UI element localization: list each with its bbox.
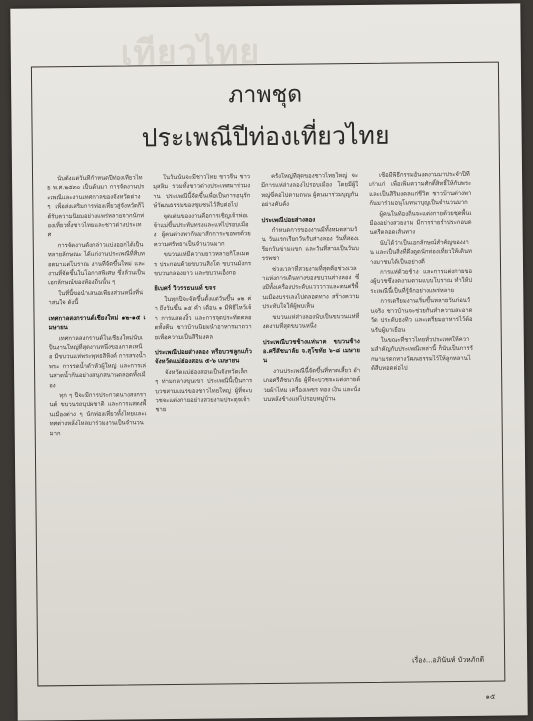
section-heading: ประเพณีบวชช้างแห่นาค ขบวนช้าง อ.ศรีสัชนาลัย จ.สุโขทัย ๖-๘ เมษายน <box>262 337 360 365</box>
title-line-2: ประเพณีปีท่องเที่ยวไทย <box>141 120 390 153</box>
paragraph: จังหวัดแม่ฮ่องสอนเป็นจังหวัดเล็ก ๆ ท่ามกลางขุนเขา ประเพณีนี้เป็นการบวชสามเณรของชาวไทยใหญ่ ผู้ที่จะบวชจะแต่งกายอย่างสวยงามประดุจเจ้าชาย <box>155 368 253 414</box>
section-heading: ธิเบศร์ วิวรรธนนท์ ขจร <box>154 285 216 293</box>
paragraph: ในทุกปีจะจัดขึ้นตั้งแต่วันขึ้น ๑๒ ค่ำ ถึงวันขึ้น ๑๕ ค่ำ เดือน ๑ มีพิธีไหว้เจ้า การแสดงงิ้ว และการจุดประทัดตลอดทั้งคืน ชาวบ้านนิยมนำอาหารมาถวายเพื่อความเป็นสิริมงคล <box>154 296 252 341</box>
section-heading: เทศกาลสงกรานต์เชียงใหม่ ๑๒-๑๕ เมษายน <box>48 313 146 332</box>
paragraph: ในที่นี้ขอนำเสนอเพียงส่วนหนึ่งที่น่าสนใจ ดังนี้ <box>48 290 144 307</box>
paragraph: การเตรียมงานเริ่มขึ้นหลายวันก่อนวันจริง ชาวบ้านจะช่วยกันทำความสะอาดวัด ประดับธงทิว และเตรียมอาหารไว้ต้อนรับผู้มาเยือน <box>370 298 473 334</box>
text-column-2 <box>153 173 255 679</box>
title-line-1: ภาพชุด <box>228 81 303 109</box>
title-area <box>32 63 499 178</box>
paragraph: นับตั้งแต่วันที่กำหนดปีท่องเที่ยวไทย พ.ศ.๒๕๓๐ เป็นต้นมา การจัดงานประเพณีและงานเทศกาลของจังหวัดต่าง ๆ เพื่อส่งเสริมการท่องเที่ยวสู่จังหวัดก็ได้รับความนิยมอย่างแพร่หลายจากนักท่องเที่ยวทั้งชาวไทยและชาวต่างประเทศ <box>47 175 145 239</box>
paragraph: งานประเพณีนี้จัดขึ้นที่หาดเสี้ยว อำเภอศรีสัชนาลัย ผู้ที่จะบวชจะแต่งกายด้วยผ้าไหม เครื่องเพชร ทอง เงิน และนั่งบนหลังช้างแห่ไปรอบหมู่บ้าน <box>263 367 361 403</box>
article-frame <box>31 62 505 687</box>
text-column-1 <box>47 174 149 680</box>
paragraph: นับได้ว่าเป็นเอกลักษณ์สำคัญของงาน และเป็นสิ่งที่ดึงดูดนักท่องเที่ยวให้เดินทางมาชมได้เป็นอย่างดี <box>369 239 472 266</box>
bleed-through-text: เทียวไทย <box>120 32 261 74</box>
paragraph: ทุก ๆ ปีจะมีการประกวดนางสงกรานต์ ขบวนรถบุปผชาติ และการแสดงพื้นเมืองต่าง ๆ นักท่องเที่ยวทั้งไทยและเทศต่างหลั่งไหลมาร่วมงานเป็นจำนวนมาก <box>49 392 147 437</box>
section-heading: ประเพณีปอยส่างลอง หรือบวชลูกแก้ว จังหวัดแม่ฮ่องสอน ๕-๖ เมษายน <box>154 348 252 366</box>
paragraph: การแห่ด้วยช้าง และการแต่งกายของผู้บวชซึ่งงดงามตามแบบโบราณ ทำให้ประเพณีนี้เป็นที่รู้จักอย่างแพร่หลาย <box>370 268 473 295</box>
paragraph: เทศกาลสงกรานต์ในเชียงใหม่นับเป็นงานใหญ่ที่สุดงานหนึ่งของภาคเหนือ มีขบวนแห่พระพุทธสิหิงค์ การสรงน้ำพระ การรดน้ำดำหัวผู้ใหญ่ และการเล่นสาดน้ำกันอย่างสนุกสนานตลอดทั้งเมือง <box>48 334 147 389</box>
section-heading: ประเพณีปอยส่างลอง <box>261 216 316 224</box>
paragraph: ครั้งใหญ่ที่สุดของชาวไทยใหญ่ จะมีการแห่ส่างลองไปรอบเมือง โดยมีผู้ใหญ่ขี่คอไปตามถนน ผู้คนมาร่วมบุญกันอย่างคับคั่ง <box>261 173 359 209</box>
text-column-4 <box>369 171 476 677</box>
page-number: ๑๕ <box>485 692 496 701</box>
paragraph: กำหนดการของงานมีทั้งหมดสามวัน วันแรกเรียกวันรับส่างลอง วันที่สองเรียกวันข่ามแขก และวันที่สามเป็นวันบรรพชา <box>261 227 359 263</box>
paragraph: ขบวนแห่ส่างลองนับเป็นขบวนแห่ที่งดงามที่สุดขบวนหนึ่ง <box>262 313 360 331</box>
magazine-page <box>10 3 527 720</box>
paragraph: ขบวนแห่มีความยาวหลายกิโลเมตร ประกอบด้วยขบวนสิงโต ขบวนมังกร ขบวนกลองยาว และขบวนเอ็งกอ <box>153 251 252 278</box>
paragraph: ในขณะที่ชาวไทยทั่วประเทศให้ความสำคัญกับประเพณีเหล่านี้ ก็นับเป็นการรักษามรดกทางวัฒนธรรมไว้ให้ลูกหลานได้สืบทอดต่อไป <box>370 336 473 373</box>
author-signature: เรื่อง...อภินันท์ บัวหภักดี <box>412 655 485 665</box>
text-column-3 <box>261 172 363 678</box>
paragraph: เชื่อมีพิธีกรรมอันงดงามมาประจำปีที่เก่าแก่ เพื่อเพิ่มความศักดิ์สิทธิ์ให้กับพระ และเป็นสิริมงคลแก่ชีวิต ชาวบ้านต่างพากันมาร่วมอนุโมทนาบุญเป็นจำนวนมาก <box>369 171 472 208</box>
paragraph: การจัดงานดังกล่าวแบ่งออกได้เป็นหลายลักษณะ ได้แก่งานประเพณีที่สืบทอดมาแต่โบราณ งานที่จัดขึ้นใหม่ และงานที่จัดขึ้นในโอกาสพิเศษ ซึ่งล้วนเป็นเอกลักษณ์ของท้องถิ่นนั้น ๆ <box>47 242 146 287</box>
paragraph: ผู้คนในท้องถิ่นจะแต่งกายด้วยชุดพื้นเมืองอย่างสวยงาม มีการร่ายรำประกอบดนตรีตลอดเส้นทาง <box>369 210 472 237</box>
paragraph: จุดเด่นของงานคือการเชิญเจ้าพ่อเจ้าแม่ขึ้นประทับทรงและแห่ไปรอบเมือง ผู้คนต่างพากันมาสักการะขอพรด้วยความศรัทธาเป็นจำนวนมาก <box>153 212 251 249</box>
paragraph: ในวันนั้นจะมีชาวไทย ชาวจีน ชาวมุสลิม รวมทั้งชาวต่างประเทศมาร่วมงาน ประเพณีนี้จัดขึ้นเพื่อเป็นการอนุรักษ์วัฒนธรรมของชุมชนไว้สืบต่อไป <box>153 174 251 210</box>
paragraph: ช่วงเวลาที่สวยงามที่สุดคือช่วงเวลาแห่งการเดินทางของขบวนส่างลอง ซึ่งมีทั้งเครื่องประดับแวววาวและดนตรีพื้นเมืองบรรเลงไปตลอดทาง สร้างความประทับใจให้ผู้พบเห็น <box>262 265 360 311</box>
